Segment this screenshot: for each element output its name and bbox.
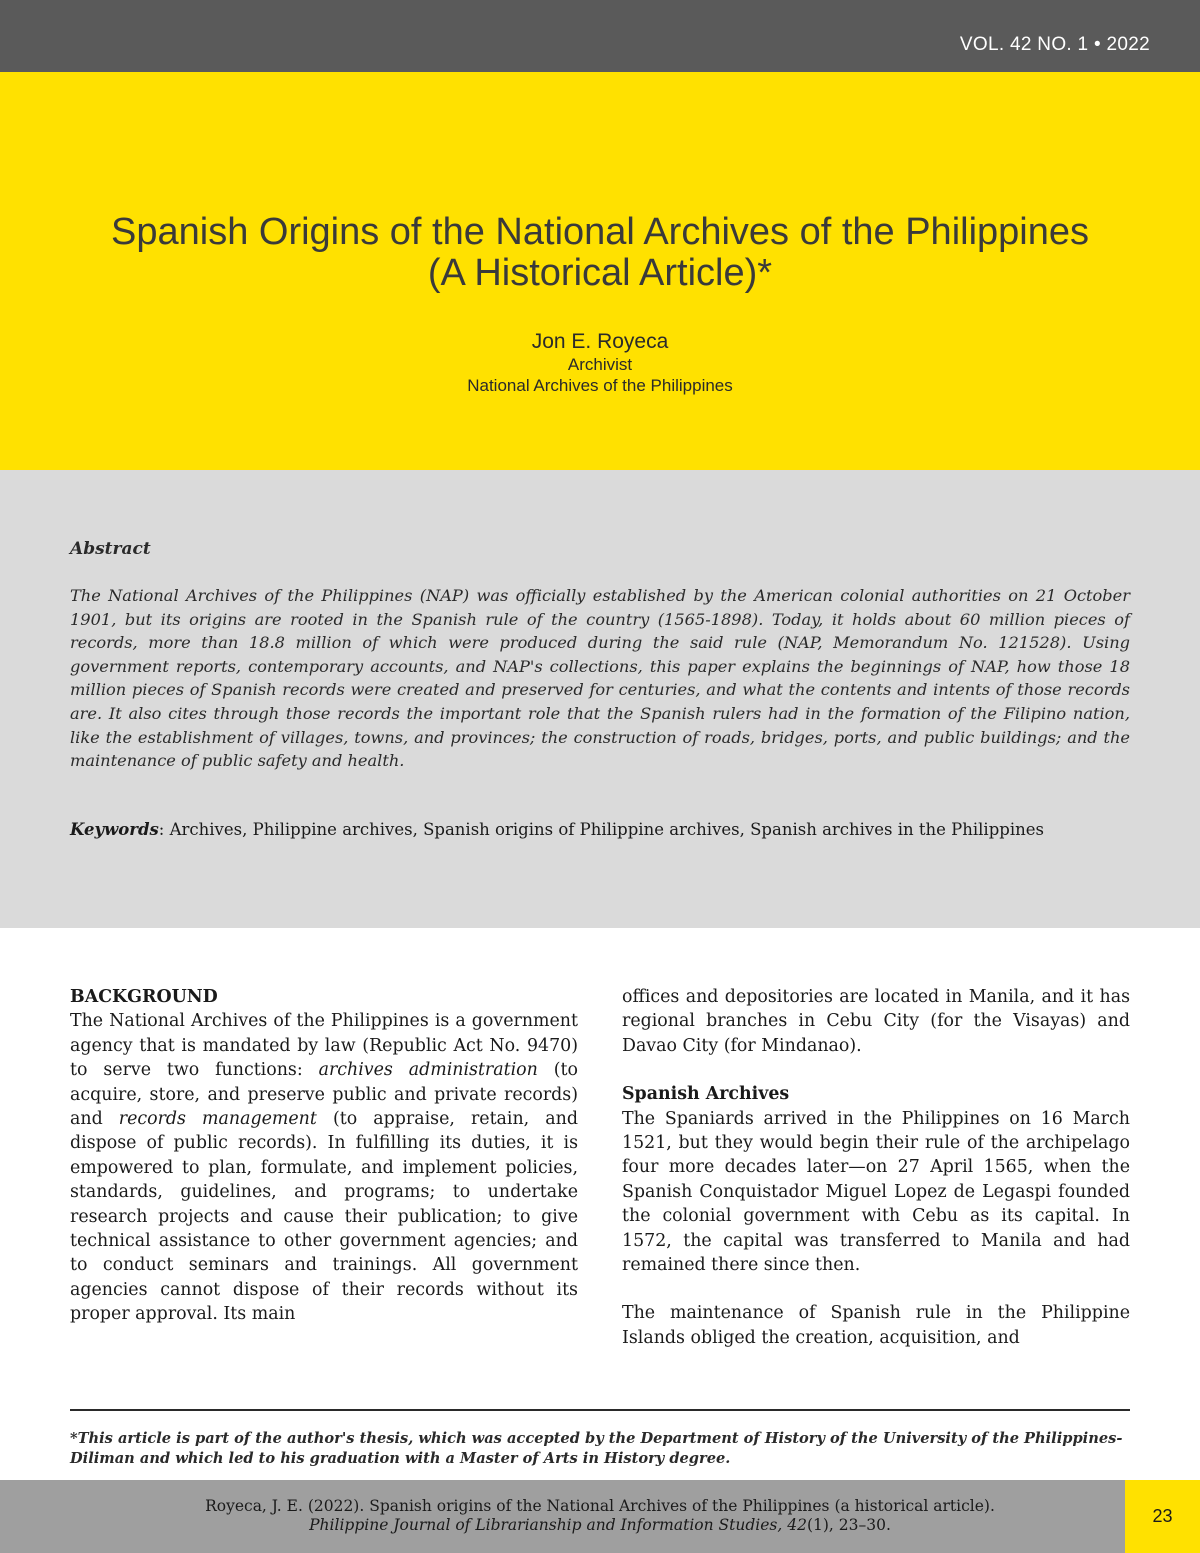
title-line-2: (A Historical Article)* [427, 252, 773, 294]
keywords-list: : Archives, Philippine archives, Spanish origins of Philippine archives, Spanish archives in the Philippines [158, 820, 1044, 839]
abstract-text: The National Archives of the Philippines (NAP) was officially established by the American colonial authorities on 21 October 1901, but its origins are rooted in the Spanish rule of the country (1565-1898). Today, it holds about 60 million pieces of records, more than 18.8 million of which were produced during the said rule (NAP, Memorandum No. 121528). Using government reports, contemporary accounts, and NAP's collections, this paper explains the beginnings of NAP, how those 18 million pieces of Spanish records were created and preserved for centuries, and what the contents and intents of those records are. It also cites through those records the important role that the Spanish rulers had in the formation of the Filipino nation, like the establishment of villages, towns, and provinces; the construction of roads, bridges, ports, and public buildings; and the maintenance of public safety and health. [70, 586, 1130, 771]
author-affiliation: National Archives of the Philippines [467, 376, 733, 395]
title-block [0, 72, 1200, 470]
abstract-heading: Abstract [70, 539, 151, 559]
page-number-box [1125, 1480, 1200, 1553]
term-archives-administration: archives administration [318, 1060, 538, 1081]
footnote: *This article is part of the author's thesis, which was accepted by the Department of History of the University of the Philippines-Diliman and which led to his graduation with a Master of Arts in History degree. [70, 1430, 1123, 1467]
spanish-archives-paragraph-1: The Spaniards arrived in the Philippines on 16 March 1521, but they would begin their rule of the archipelago four more decades later—on 27 April 1565, when the Spanish Conquistador Miguel Lopez de Legaspi founded the colonial government with Cebu as its capital. In 1572, the capital was transferred to Manila and had remained there since then. [622, 1108, 1130, 1276]
background-text-a: The National Archives of the Philippines is a government agency that is mandated by law (Republic Act No. 9470) to serve two functions: [70, 1011, 578, 1081]
footnote-divider [70, 1409, 1130, 1411]
abstract-block [0, 470, 1200, 928]
background-continued: offices and depositories are located in Manila, and it has regional branches in Cebu City (for the Visayas) and Davao City (for Mindanao). [622, 987, 1130, 1056]
author-role: Archivist [567, 355, 633, 374]
citation-issue: (1), 23–30. [806, 1515, 891, 1534]
page-number: 23 [1152, 1506, 1173, 1526]
body-column-left [70, 985, 578, 1327]
term-records-management: records management [118, 1109, 317, 1130]
citation-line-1: Royeca, J. E. (2022). Spanish origins of the National Archives of the Philippines (a historical article). [205, 1497, 995, 1515]
title-line-1: Spanish Origins of the National Archives of the Philippines [111, 211, 1089, 253]
header-bar [0, 0, 1200, 72]
spanish-archives-paragraph-2: The maintenance of Spanish rule in the Philippine Islands obliged the creation, acquisition, and [622, 1303, 1130, 1348]
spanish-archives-heading: Spanish Archives [622, 1084, 790, 1105]
background-text-c: (to appraise, retain, and dispose of public records). In fulfilling its duties, it is empowered to plan, formulate, and implement policies, standards, guidelines, and programs; to undertake research projects and cause their publication; to give technical assistance to other government agencies; and to conduct seminars and trainings. All government agencies cannot dispose of their records without its proper approval. Its main [70, 1109, 578, 1325]
article-title [40, 212, 1160, 294]
background-text-b: (to acquire, store, and preserve public and private records) and [70, 1060, 578, 1130]
keywords-label: Keywords [70, 820, 159, 839]
background-heading: BACKGROUND [70, 987, 218, 1007]
author-name: Jon E. Royeca [531, 330, 669, 353]
body-column-right [622, 985, 1130, 1350]
volume-label: VOL. 42 NO. 1 • 2022 [959, 34, 1150, 55]
citation [0, 1497, 1200, 1534]
citation-journal: Philippine Journal of Librarianship and Information Studies, 42 [309, 1515, 807, 1534]
background-paragraph [70, 1009, 578, 1326]
citation-line-2 [0, 1516, 1200, 1535]
keywords [70, 819, 1150, 841]
